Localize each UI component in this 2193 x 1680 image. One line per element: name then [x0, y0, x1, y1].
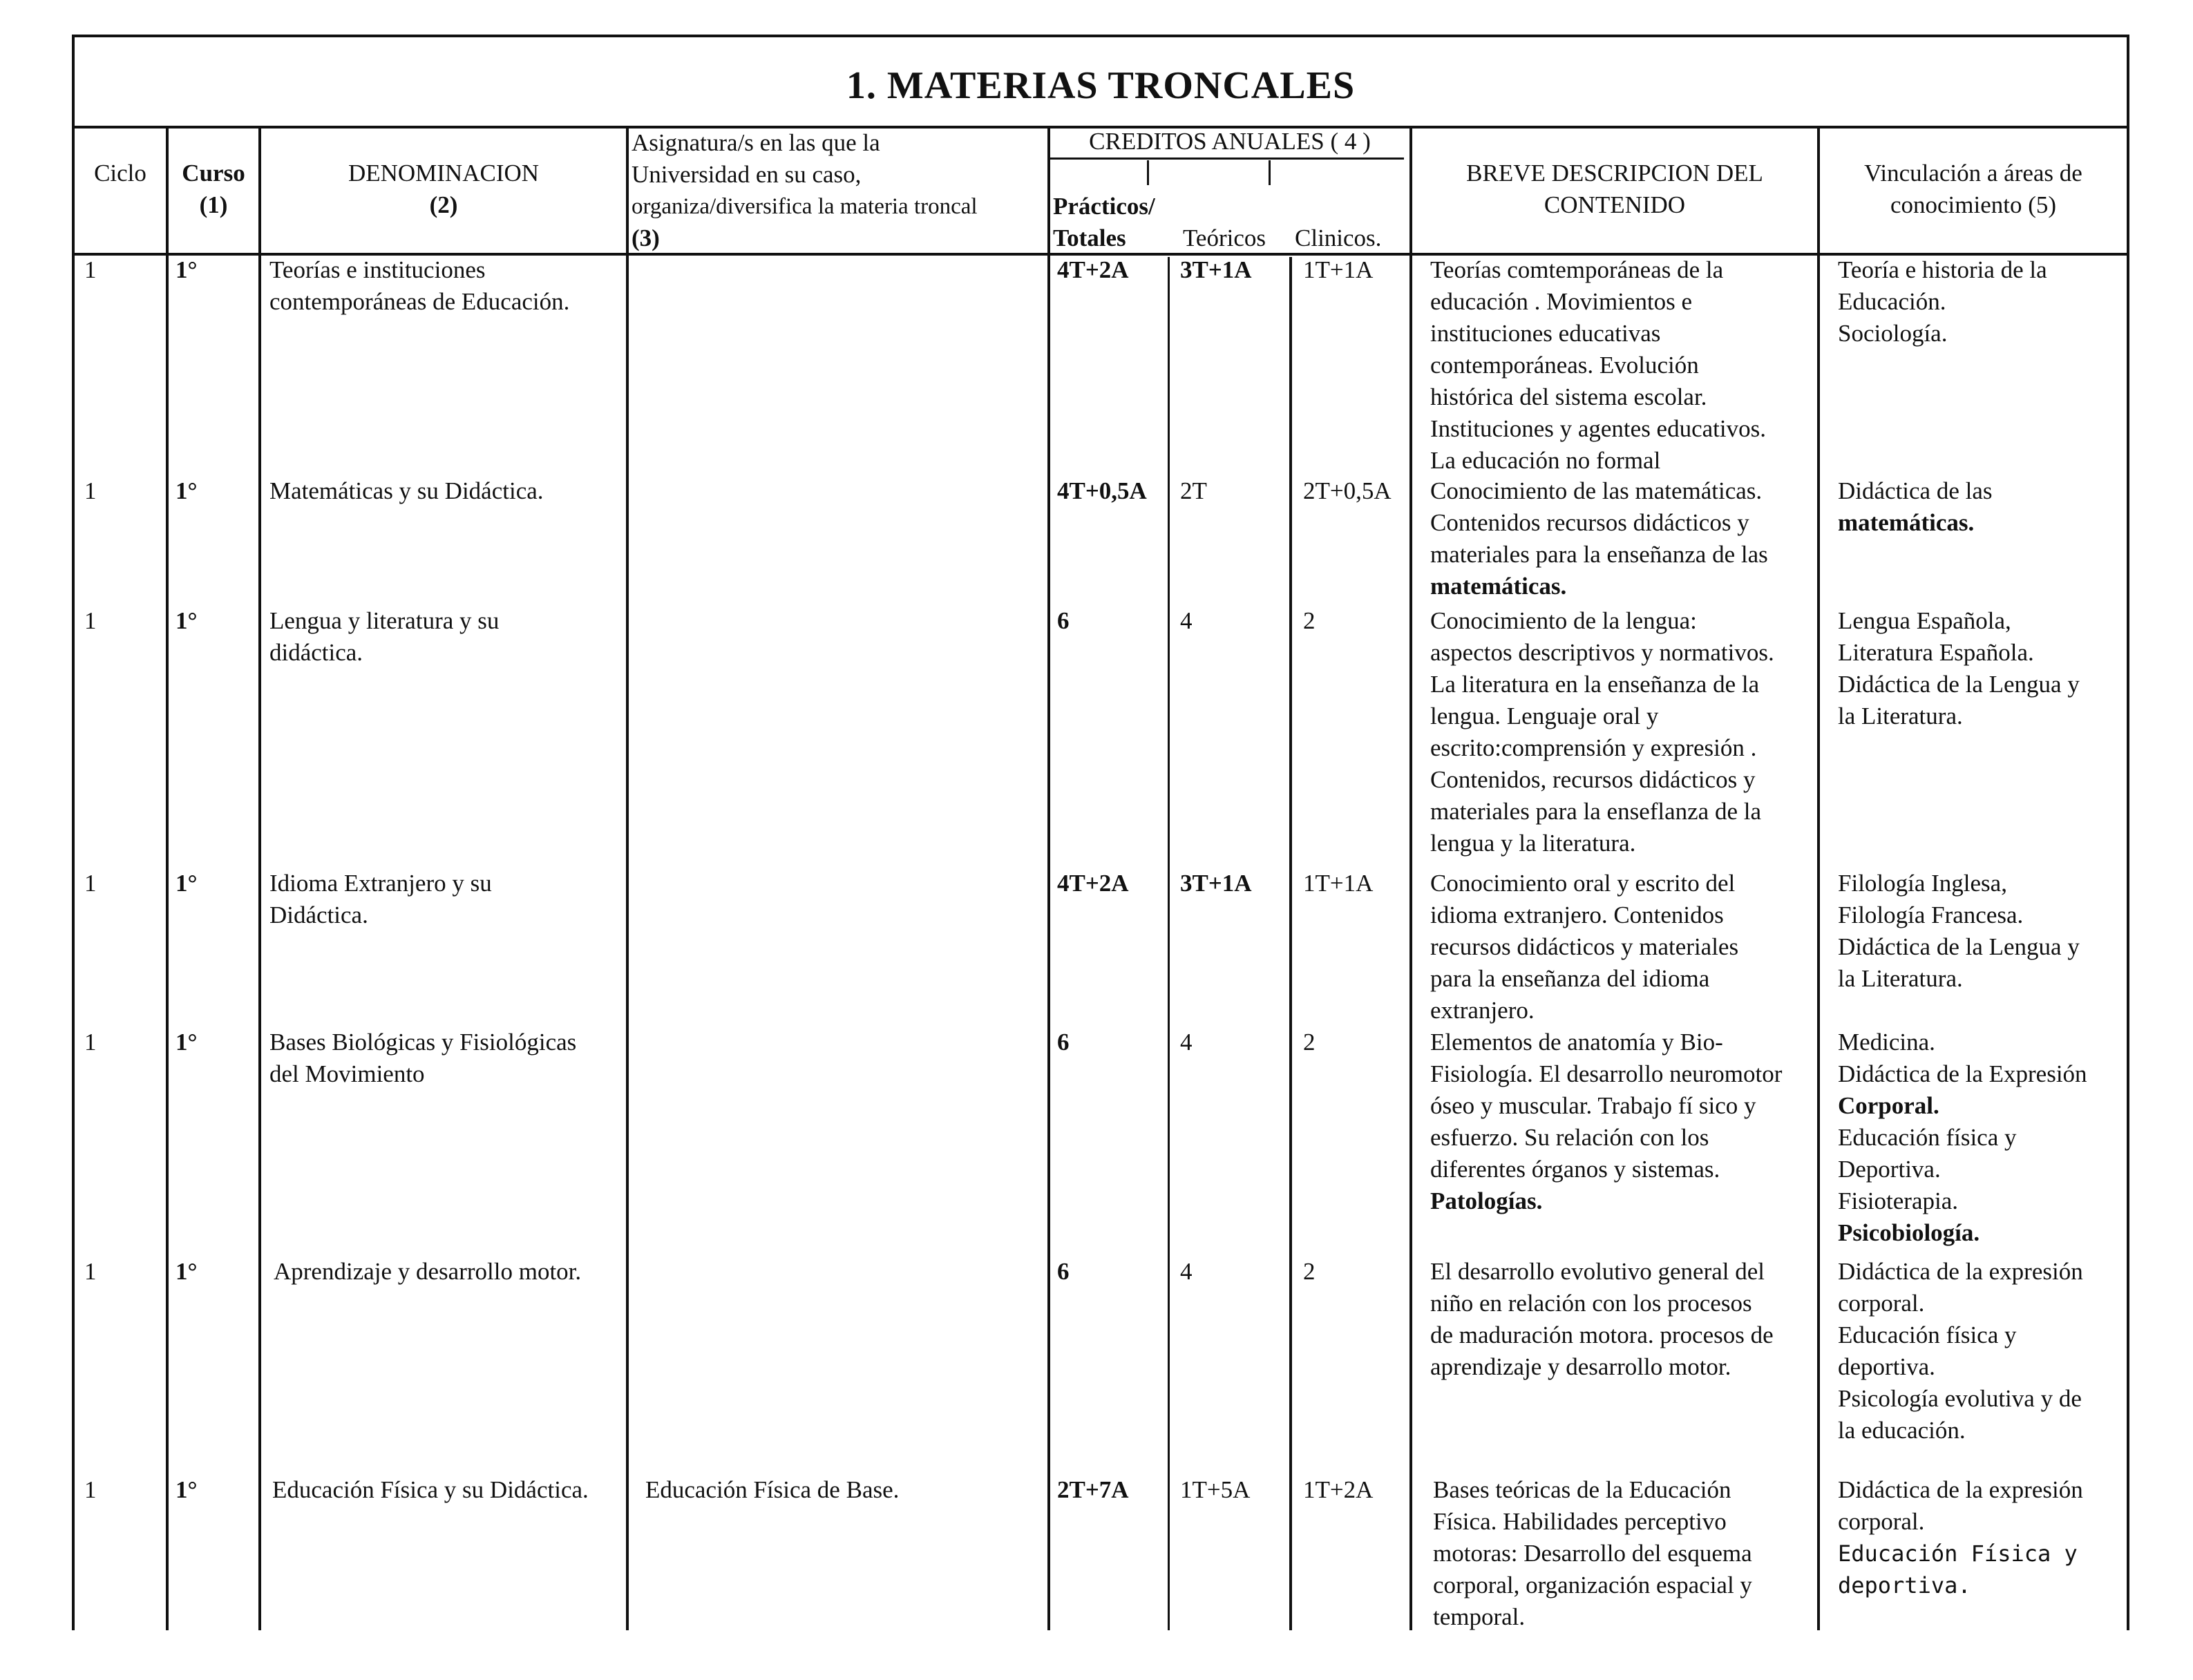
cell-descripcion-line: Conocimiento oral y escrito del	[1430, 870, 1736, 897]
cell-vinculacion-line: matemáticas.	[1838, 509, 1975, 536]
cell-descripcion-line: Conocimiento de la lengua:	[1430, 607, 1697, 634]
cell-descripcion-line: La literatura en la enseñanza de la	[1430, 671, 1760, 698]
cell-totales: 4T+2A	[1057, 256, 1129, 283]
cell-curso: 1°	[175, 1476, 198, 1503]
header-ciclo: Ciclo	[94, 160, 146, 187]
col-divider-asignatura	[626, 127, 629, 1630]
cell-vinculacion-line: Didáctica de la Lengua y	[1838, 933, 2080, 960]
page-title: 1. MATERIAS TRONCALES	[846, 64, 1356, 107]
cell-descripcion-line: de maduración motora. procesos de	[1430, 1321, 1774, 1348]
header-totales-line1: Prácticos/	[1053, 193, 1155, 220]
cell-descripcion-line: Elementos de anatomía y Bio-	[1430, 1029, 1723, 1056]
cell-curso: 1°	[175, 1258, 198, 1285]
cell-descripcion-line: Patologías.	[1430, 1187, 1543, 1214]
cell-descripcion-line: instituciones educativas	[1430, 320, 1661, 347]
cell-descripcion-line: óseo y muscular. Trabajo fí sico y	[1430, 1092, 1756, 1119]
header-breve-line1: BREVE DESCRIPCION DEL	[1466, 160, 1763, 187]
header-denominacion: DENOMINACION	[348, 160, 540, 187]
cell-vinculacion-line: corporal.	[1838, 1290, 1925, 1317]
cell-descripcion-line: Fisiología. El desarrollo neuromotor	[1430, 1060, 1783, 1087]
cell-descripcion-line: idioma extranjero. Contenidos	[1430, 901, 1724, 928]
cell-descripcion-line: Conocimiento de las matemáticas.	[1430, 477, 1763, 504]
cell-vinculacion-line: la educación.	[1838, 1417, 1966, 1444]
cell-descripcion-line: lengua. Lenguaje oral y	[1430, 703, 1659, 729]
cell-vinculacion-line: Didáctica de la expresión	[1838, 1258, 2083, 1285]
cell-curso: 1°	[175, 256, 198, 283]
cell-vinculacion-line: Literatura Española.	[1838, 639, 2034, 666]
cell-descripcion-line: La educación no formal	[1430, 447, 1661, 474]
cell-descripcion-line: niño en relación con los procesos	[1430, 1290, 1752, 1317]
cell-teoricos: 4	[1180, 1258, 1193, 1285]
header-asignatura-line3: organiza/diversifica la materia troncal	[632, 194, 978, 219]
cell-vinculacion-line: Psicobiología.	[1838, 1219, 1980, 1246]
cell-vinculacion-line: la Literatura.	[1838, 965, 1963, 992]
cell-denominacion-line: Lengua y literatura y su	[269, 607, 500, 634]
cell-curso: 1°	[175, 607, 198, 634]
cell-vinculacion-line: Educación.	[1838, 288, 1946, 315]
cell-clinicos: 1T+1A	[1303, 870, 1374, 897]
cell-descripcion-line: aprendizaje y desarrollo motor.	[1430, 1353, 1731, 1380]
header-totales-line2: Totales	[1053, 225, 1126, 251]
cell-denominacion-line: Aprendizaje y desarrollo motor.	[274, 1258, 582, 1285]
cell-vinculacion-line: Filología Inglesa,	[1838, 870, 2007, 897]
cell-vinculacion-line: deportiva.	[1838, 1572, 1971, 1598]
cell-teoricos: 4	[1180, 607, 1193, 634]
cell-curso: 1°	[175, 477, 198, 504]
cell-descripcion-line: lengua y la literatura.	[1430, 830, 1636, 857]
cell-descripcion-line: escrito:comprensión y expresión .	[1430, 734, 1757, 761]
cell-vinculacion-line: Deportiva.	[1838, 1156, 1941, 1183]
cell-descripcion-line: diferentes órganos y sistemas.	[1430, 1156, 1720, 1183]
cell-descripcion-line: Contenidos, recursos didácticos y	[1430, 766, 1756, 793]
cell-denominacion-line: Didáctica.	[269, 901, 368, 928]
header-clinicos: Clinicos.	[1295, 225, 1382, 251]
cell-ciclo: 1	[84, 1258, 97, 1285]
header-curso: Curso	[182, 160, 245, 187]
cell-clinicos: 2	[1303, 1258, 1316, 1285]
cell-descripcion-line: motoras: Desarrollo del esquema	[1433, 1540, 1752, 1567]
cell-clinicos: 2T+0,5A	[1303, 477, 1392, 504]
cell-teoricos: 3T+1A	[1180, 870, 1252, 897]
cell-denominacion-line: del Movimiento	[269, 1060, 425, 1087]
cell-denominacion-line: Bases Biológicas y Fisiológicas	[269, 1029, 577, 1056]
cell-curso: 1°	[175, 1029, 198, 1056]
cell-descripcion-line: educación . Movimientos e	[1430, 288, 1693, 315]
creditos-tick-1	[1147, 160, 1149, 185]
cell-denominacion-line: Educación Física y su Didáctica.	[272, 1476, 589, 1503]
cell-descripcion-line: contemporáneas. Evolución	[1430, 352, 1699, 379]
cell-vinculacion-line: Psicología evolutiva y de	[1838, 1385, 2082, 1412]
cell-vinculacion-line: la Literatura.	[1838, 703, 1963, 729]
header-vinculacion-line1: Vinculación a áreas de	[1864, 160, 2082, 187]
cell-vinculacion-line: Didáctica de las	[1838, 477, 1993, 504]
cell-teoricos: 2T	[1180, 477, 1207, 504]
cell-ciclo: 1	[84, 477, 97, 504]
cell-totales: 4T+2A	[1057, 870, 1129, 897]
cell-vinculacion-line: Filología Francesa.	[1838, 901, 2024, 928]
col-divider-teoricos	[1168, 257, 1170, 1630]
cell-descripcion-line: corporal, organización espacial y	[1433, 1572, 1752, 1598]
cell-totales: 6	[1057, 1029, 1070, 1056]
col-divider-denominacion	[258, 127, 261, 1630]
cell-ciclo: 1	[84, 1476, 97, 1503]
cell-vinculacion-line: Didáctica de la Lengua y	[1838, 671, 2080, 698]
header-asignatura-line1: Asignatura/s en las que la	[632, 129, 880, 156]
cell-ciclo: 1	[84, 256, 97, 283]
title-box	[72, 35, 2129, 127]
cell-teoricos: 4	[1180, 1029, 1193, 1056]
cell-descripcion-line: extranjero.	[1430, 997, 1535, 1024]
col-divider-totales	[1047, 127, 1050, 1630]
cell-descripcion-line: esfuerzo. Su relación con los	[1430, 1124, 1709, 1151]
cell-descripcion-line: temporal.	[1433, 1603, 1526, 1630]
cell-vinculacion-line: Didáctica de la expresión	[1838, 1476, 2083, 1503]
cell-ciclo: 1	[84, 607, 97, 634]
cell-descripcion-line: histórica del sistema escolar.	[1430, 383, 1707, 410]
cell-vinculacion-line: Educación física y	[1838, 1321, 2017, 1348]
cell-clinicos: 1T+2A	[1303, 1476, 1374, 1503]
header-vinculacion-line2: conocimiento (5)	[1890, 191, 2057, 218]
header-denominacion-note: (2)	[429, 191, 458, 218]
cell-totales: 4T+0,5A	[1057, 477, 1147, 504]
cell-denominacion-line: contemporáneas de Educación.	[269, 288, 570, 315]
header-creditos: CREDITOS ANUALES ( 4 )	[1089, 128, 1371, 155]
cell-descripcion-line: Teorías comtemporáneas de la	[1430, 256, 1724, 283]
cell-vinculacion-line: Sociología.	[1838, 320, 1948, 347]
cell-descripcion-line: para la enseñanza del idioma	[1430, 965, 1710, 992]
cell-descripcion-line: Física. Habilidades perceptivo	[1433, 1508, 1727, 1535]
cell-denominacion-line: Matemáticas y su Didáctica.	[269, 477, 544, 504]
col-divider-descripcion	[1409, 127, 1412, 1630]
cell-ciclo: 1	[84, 870, 97, 897]
cell-vinculacion-line: Lengua Española,	[1838, 607, 2011, 634]
cell-descripcion-line: recursos didácticos y materiales	[1430, 933, 1739, 960]
cell-vinculacion-line: Fisioterapia.	[1838, 1187, 1958, 1214]
cell-descripcion-line: Contenidos recursos didácticos y	[1430, 509, 1749, 536]
header-teoricos: Teóricos	[1183, 225, 1266, 251]
cell-clinicos: 2	[1303, 1029, 1316, 1056]
cell-totales: 6	[1057, 1258, 1070, 1285]
header-asignatura-line2: Universidad en su caso,	[632, 161, 862, 188]
header-asignatura-line4: (3)	[632, 225, 660, 251]
cell-descripcion-line: matemáticas.	[1430, 573, 1567, 600]
creditos-tick-2	[1269, 160, 1271, 185]
cell-vinculacion-line: Educación física y	[1838, 1124, 2017, 1151]
cell-clinicos: 2	[1303, 607, 1316, 634]
cell-vinculacion-line: deportiva.	[1838, 1353, 1935, 1380]
col-divider-clinicos	[1289, 257, 1292, 1630]
cell-descripcion-line: Instituciones y agentes educativos.	[1430, 415, 1766, 442]
cell-vinculacion-line: Educación Física y	[1838, 1540, 2078, 1567]
cell-vinculacion-line: Didáctica de la Expresión	[1838, 1060, 2087, 1087]
cell-denominacion-line: Teorías e instituciones	[269, 256, 486, 283]
header-breve-line2: CONTENIDO	[1544, 191, 1686, 218]
cell-descripcion-line: materiales para la enseñanza de las	[1430, 541, 1768, 568]
col-divider-vinculacion	[1817, 127, 1820, 1630]
cell-denominacion-line: Idioma Extranjero y su	[269, 870, 492, 897]
cell-vinculacion-line: Corporal.	[1838, 1092, 1939, 1119]
header-curso-note: (1)	[199, 191, 228, 218]
left-border	[72, 35, 75, 1630]
creditos-underline	[1047, 158, 1404, 160]
cell-vinculacion-line: Medicina.	[1838, 1029, 1935, 1056]
cell-ciclo: 1	[84, 1029, 97, 1056]
cell-vinculacion-line: corporal.	[1838, 1508, 1925, 1535]
cell-vinculacion-line: Teoría e historia de la	[1838, 256, 2047, 283]
right-border	[2127, 35, 2129, 1630]
cell-teoricos: 1T+5A	[1180, 1476, 1251, 1503]
cell-asignatura-line: Educación Física de Base.	[645, 1476, 900, 1503]
cell-clinicos: 1T+1A	[1303, 256, 1374, 283]
cell-totales: 6	[1057, 607, 1070, 634]
cell-descripcion-line: El desarrollo evolutivo general del	[1430, 1258, 1765, 1285]
col-divider-curso	[166, 127, 169, 1630]
cell-denominacion-line: didáctica.	[269, 639, 363, 666]
cell-descripcion-line: materiales para la enseflanza de la	[1430, 798, 1762, 825]
cell-teoricos: 3T+1A	[1180, 256, 1252, 283]
cell-descripcion-line: aspectos descriptivos y normativos.	[1430, 639, 1774, 666]
cell-totales: 2T+7A	[1057, 1476, 1129, 1503]
cell-curso: 1°	[175, 870, 198, 897]
cell-descripcion-line: Bases teóricas de la Educación	[1433, 1476, 1731, 1503]
